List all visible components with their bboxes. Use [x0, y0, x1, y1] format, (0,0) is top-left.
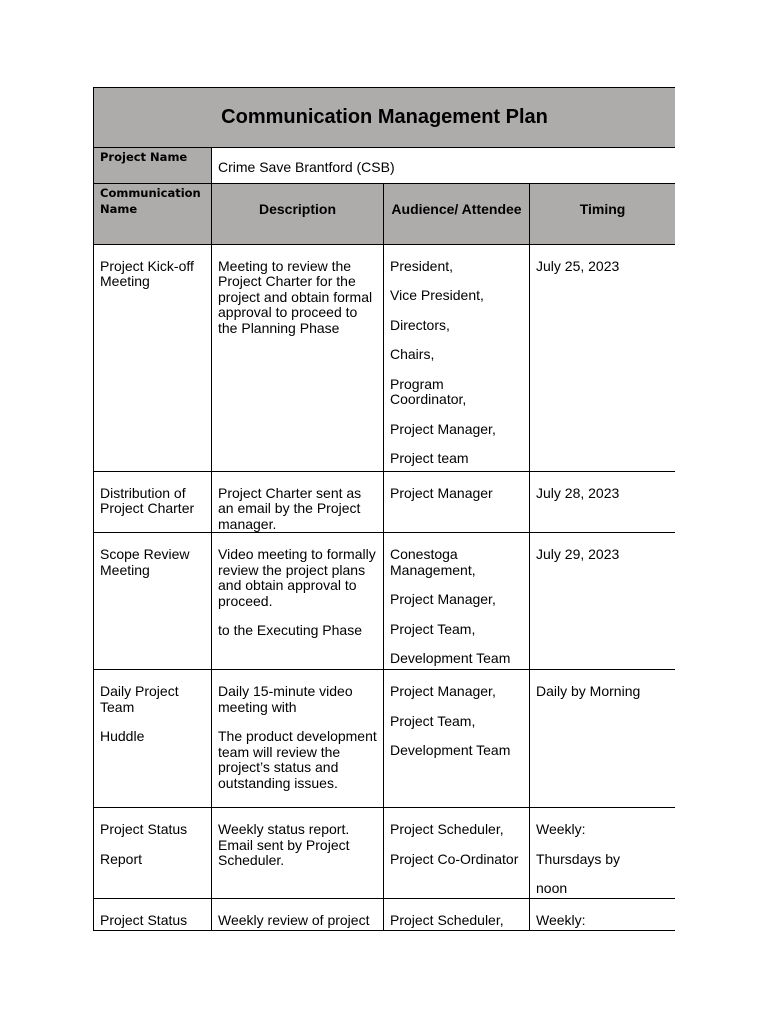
document-title: Communication Management Plan [94, 88, 676, 148]
communication-plan-table [93, 87, 675, 931]
cell-paragraph: Project Team, [390, 712, 476, 729]
table-row [94, 808, 676, 899]
audience-cell [384, 244, 530, 471]
audience-cell [384, 808, 530, 899]
communication-name-cell [94, 808, 212, 899]
cell-paragraph: Project Scheduler, [390, 912, 504, 928]
header-audience: Audience/ Attendee [384, 183, 530, 244]
cell-paragraph: Project Manager, [390, 683, 496, 699]
cell-paragraph: Vice President, [390, 287, 484, 303]
header-description: Description [212, 183, 384, 244]
cell-paragraph: Weekly review of project [218, 912, 370, 928]
table-row [94, 244, 676, 471]
cell-paragraph: Scope Review Meeting [100, 546, 190, 578]
communication-name-cell [94, 670, 212, 808]
timing-cell [530, 244, 676, 471]
header-communication-name: Communication Name [94, 183, 212, 244]
cell-paragraph: President, [390, 257, 454, 274]
communication-name-cell [94, 471, 212, 533]
audience-cell [384, 670, 530, 808]
cell-paragraph: Report [100, 850, 143, 867]
communication-name-cell [94, 899, 212, 932]
description-cell [212, 244, 384, 471]
cell-paragraph: noon [536, 880, 568, 896]
description-cell [212, 471, 384, 533]
timing-cell [530, 471, 676, 533]
cell-paragraph: July 29, 2023 [536, 546, 620, 562]
title-row [94, 88, 676, 148]
cell-paragraph: Project Status [100, 821, 188, 837]
timing-cell [530, 899, 676, 932]
cell-paragraph: Daily 15-minute video meeting with [218, 683, 353, 715]
header-row [94, 183, 676, 244]
cell-paragraph: Program Coordinator, [390, 375, 467, 407]
project-name-row [94, 148, 676, 184]
cell-paragraph: Distribution of Project Charter [100, 484, 195, 516]
timing-cell [530, 533, 676, 670]
cell-paragraph: July 25, 2023 [536, 257, 620, 274]
cell-paragraph: Development Team [390, 650, 511, 666]
header-timing: Timing [530, 183, 676, 244]
cell-paragraph: Project Manager, [390, 420, 496, 437]
cell-paragraph: Weekly: [536, 912, 586, 928]
cell-paragraph: Project Co-Ordinator [390, 850, 519, 867]
table-row [94, 471, 676, 533]
communication-name-cell [94, 533, 212, 670]
description-cell [212, 670, 384, 808]
table-row [94, 670, 676, 808]
cell-paragraph: Thursdays by [536, 850, 621, 867]
document-page [93, 87, 675, 931]
cell-paragraph: Weekly: [536, 821, 586, 837]
cell-paragraph: Project Scheduler, [390, 821, 504, 837]
table-row [94, 899, 676, 932]
description-cell [212, 899, 384, 932]
audience-cell [384, 899, 530, 932]
timing-cell [530, 808, 676, 899]
cell-paragraph: Huddle [100, 728, 145, 744]
cell-paragraph: Project Charter sent as an email by the Project manager. [218, 484, 362, 532]
project-name-label: Project Name [94, 148, 212, 184]
cell-paragraph: Video meeting to formally review the project plans and obtain approval to proceed. [218, 546, 376, 609]
cell-paragraph: Project team [390, 450, 469, 466]
cell-paragraph: Meeting to review the Project Charter for the project and obtain formal approval to proceed to the Planning Phase [218, 257, 373, 336]
cell-paragraph: Project Status [100, 912, 188, 928]
cell-paragraph: Daily Project Team [100, 683, 179, 715]
project-name-value: Crime Save Brantford (CSB) [212, 148, 676, 184]
audience-cell [384, 533, 530, 670]
cell-paragraph: July 28, 2023 [536, 484, 620, 501]
cell-paragraph: Weekly status report. Email sent by Project Scheduler. [218, 821, 350, 868]
communication-name-cell [94, 244, 212, 471]
cell-paragraph: Project Manager [390, 484, 493, 501]
description-cell [212, 533, 384, 670]
cell-paragraph: Development Team [390, 742, 511, 758]
audience-cell [384, 471, 530, 533]
cell-paragraph: The product development team will review the project’s status and outstanding issues. [218, 728, 377, 791]
description-cell [212, 808, 384, 899]
timing-cell [530, 670, 676, 808]
cell-paragraph: Project Kick-off Meeting [100, 257, 194, 289]
cell-paragraph: Project Team, [390, 620, 476, 637]
cell-paragraph: Project Manager, [390, 591, 496, 607]
cell-paragraph: to the Executing Phase [218, 622, 362, 638]
table-row [94, 533, 676, 670]
cell-paragraph: Conestoga Management, [390, 546, 476, 578]
cell-paragraph: Chairs, [390, 346, 435, 362]
cell-paragraph: Directors, [390, 316, 450, 333]
cell-paragraph: Daily by Morning [536, 683, 641, 699]
